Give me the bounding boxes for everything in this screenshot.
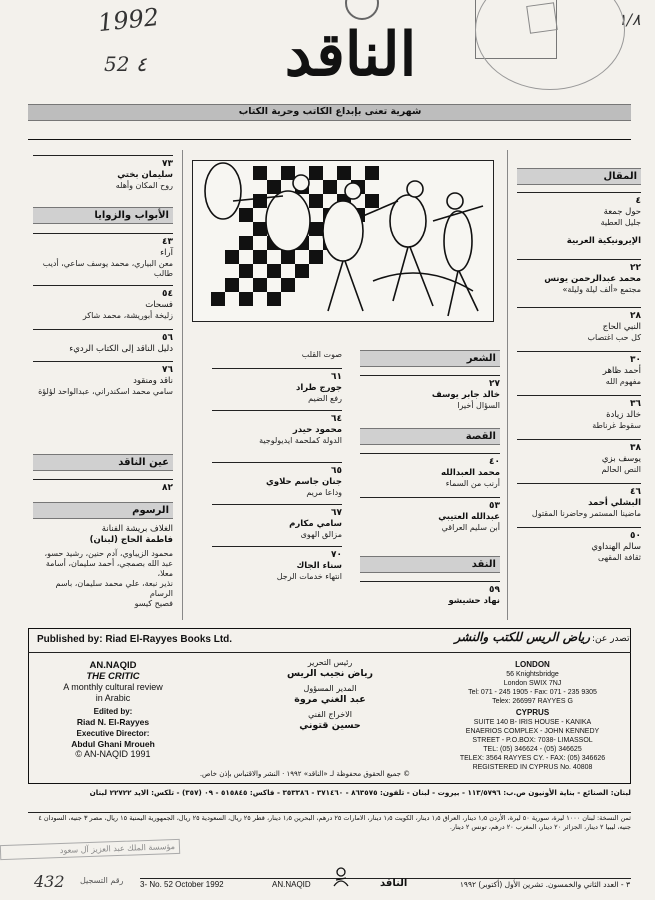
toc-num: ٧٦	[162, 365, 173, 375]
pub-line: TEL: (05) 346624 - (05) 346625	[483, 746, 582, 753]
toc-num: ٥٣	[489, 501, 500, 511]
toc-num: ٣٦	[630, 399, 641, 409]
credit-line: فصيح كيسو	[134, 599, 173, 608]
toc-sub: الدولة كملحمة ايديولوجية	[259, 436, 342, 445]
library-stamp-bottom: مؤسسة الملك عبد العزيز آل سعود	[0, 839, 180, 860]
toc-title: جنان جاسم حلاوي	[266, 477, 342, 487]
toc-title: سامي مكارم	[289, 519, 342, 529]
pub-line: THE CRITIC	[86, 671, 140, 682]
toc-num: ٢٢	[630, 263, 641, 273]
credit-line: محمود الزيباوي، آدم حنين، رشيد حسو،	[44, 549, 173, 558]
toc-title: فسحات	[145, 300, 173, 310]
section-header-articles: المقال	[517, 168, 641, 185]
credit-line: عبد الله بصمجي، أحمد سليمان، أسامة معلا،	[45, 559, 173, 578]
toc-sub: أبن سليم العراقي	[441, 523, 500, 532]
pub-line: رياض نجيب الريس	[286, 668, 374, 679]
price-list: ثمن النسخة: لبنان ١٠٠٠ ليرة، سورية ٥٠ ليرة، الأردن ١٫٥ دينار، العراق ١٫٥ دينار، الكويت ١٫٥ دينار، الامارات ٢٥ درهم، البحرين ١٫٥ دينار، قطر ٢٥ ريال، السعودية ٢٥ ريال، الجمهورية اليمنية ١٥ ريال، مصر ٣ جنيه، السودان ٤ جنيه، ليبيا ٢ دينار، الجزائر ٢٠ دينار، المغرب ٢٠ درهم، تونس ٢ دينار.	[38, 814, 631, 831]
section-header-poetry: الشعر	[360, 350, 500, 367]
toc-title: الإيرونيكية العربية	[566, 236, 641, 246]
masthead-logo-circle	[345, 0, 379, 20]
toc-title: نهاد حشيشو	[448, 596, 500, 606]
masthead-title: الناقد	[284, 20, 417, 90]
toc-sub: جليل العطية	[600, 218, 641, 227]
toc-num: ٨٢	[162, 483, 173, 493]
toc-num: ٤٦	[630, 487, 641, 497]
publisher-left-block	[48, 660, 178, 760]
toc-title: أحمد ظاهر	[602, 366, 641, 376]
published-by-ar: تصدر عن:	[592, 634, 630, 644]
handwritten-year: 1992	[96, 2, 161, 38]
toc-title: محمد عبدالرحمن يونس	[544, 274, 641, 284]
criticism-list	[360, 578, 500, 607]
pub-line: London SWIX 7NJ	[503, 680, 562, 687]
col-divider	[182, 150, 183, 620]
pub-line: رئيس التحرير	[307, 658, 353, 667]
toc-title: آراء	[160, 248, 173, 258]
toc-num: ٥٠	[630, 531, 641, 541]
pub-line: CYPRUS	[515, 708, 550, 717]
toc-num: ٣٠	[630, 355, 641, 365]
section-header-story: القصة	[360, 428, 500, 445]
toc-num: ٦٧	[331, 508, 342, 518]
toc-sub: مفهوم الله	[605, 377, 641, 386]
toc-num: ٤٠	[489, 457, 500, 467]
pub-line: LONDON	[515, 660, 550, 669]
pub-line: STREET - P.O.BOX: 7038- LIMASSOL	[472, 737, 593, 744]
toc-num: ٧٠	[331, 550, 342, 560]
story-list	[360, 450, 500, 533]
tagline: شهرية تعنى بإبداع الكاتب وحرية الكتاب	[238, 106, 422, 117]
pub-line: الاخراج الفني	[308, 710, 352, 719]
pub-line: Telex: 266997 RAYYES G	[492, 698, 573, 705]
toc-title: سالم الهنداوي	[591, 542, 641, 552]
pub-line: حسين قتوني	[299, 720, 361, 731]
pub-line: Tel: 071 - 245 1905 - Fax: 071 - 235 9305	[468, 689, 597, 696]
toc-num: ٥٤	[162, 289, 173, 299]
pub-line: TELEX: 3564 RAYYES CY. - FAX: (05) 346626	[459, 755, 606, 762]
pub-line: المدير المسؤول	[303, 684, 357, 693]
toc-sub: كل حب اغتصاب	[587, 333, 641, 342]
toc-title: سناء الجاك	[296, 561, 342, 571]
toc-sub: ماضينا المستمر وحاضرنا المقتول	[531, 509, 641, 518]
toc-sub: السؤال أخيرا	[457, 401, 500, 410]
handwritten-code: 52 ٤	[104, 52, 147, 76]
section-header-critic-eye: عين الناقد	[33, 454, 173, 471]
toc-title: يوسف بزي	[601, 454, 641, 464]
toc-sub: مزالق الهوى	[300, 530, 342, 539]
toc-sub: وداعا مريم	[306, 488, 342, 497]
toc-sub: زليخة أبوريشة، محمد شاكر	[82, 311, 173, 320]
toc-num: ٦٥	[331, 466, 342, 476]
section-header-columns: الأبواب والزوايا	[33, 207, 173, 224]
register-label: رقم التسجيل	[80, 876, 124, 885]
toc-num: ٣٨	[630, 443, 641, 453]
top-rule	[28, 139, 631, 140]
footer-brand-en: AN.NAQID	[272, 880, 311, 889]
pub-line: Abdul Ghani Mroueh	[71, 739, 155, 749]
toc-sub: روح المكان وأهله	[115, 181, 173, 190]
publisher-address-block	[440, 660, 625, 772]
pub-line: A monthly cultural review	[63, 682, 163, 692]
toc-sub: ثقافة المقهى	[597, 553, 641, 562]
pub-line: Riad N. El-Rayyes	[76, 717, 150, 727]
footer-mascot-icon	[330, 866, 352, 888]
toc-num: ٦١	[331, 372, 342, 382]
toc-title: محمد العبدالله	[441, 468, 500, 478]
toc-title: ناقد ومنقود	[133, 376, 173, 386]
col-divider	[507, 150, 508, 620]
pub-line: REGISTERED IN CYPRUS No. 40808	[472, 764, 593, 771]
poetry-list	[360, 372, 500, 411]
pub-line: Edited by:	[93, 707, 133, 716]
columns-list	[33, 230, 173, 397]
toc-title: جورج طراد	[295, 383, 342, 393]
toc-title: حول جمعة	[603, 207, 641, 217]
toc-sub: مجتمع «ألف ليلة وليلة»	[562, 285, 641, 294]
register-number: 432	[34, 872, 65, 891]
chess-figures-drawing	[193, 161, 493, 321]
credit-line: نذير نبعة، علي محمد سليمان، باسم الرسام	[55, 579, 173, 598]
lebanon-address: لبنان: الصنائع - بناية الأونيون ص.ب: ١١٣/٥٧٩٦ - بيروت - لبنان - تلفون: ٨٦٣٥٧٥ - ٣٧١٤٦٠ - ٣٥٣٣٨٦ - فاكس: ٥١٥٨٤٥ - ٠٩ (٣٥٧) - تلكس: الايد ٢٢٧٢٢ لبنان	[89, 788, 631, 797]
toc-num: ٦٤	[331, 414, 342, 424]
reader-figure-icon	[330, 866, 352, 888]
critic-eye-list	[33, 476, 173, 494]
drawings-credits	[33, 524, 173, 609]
credit-line: فاطمة الحاج (لبنان)	[89, 535, 173, 545]
published-by: Published by: Riad El-Rayyes Books Ltd.	[37, 634, 233, 645]
left-column-top	[33, 152, 173, 191]
toc-num: ٤	[635, 196, 641, 206]
price-rule	[28, 812, 631, 813]
toc-sub: معن البياري، محمد يوسف ساعي، أديب طالب	[42, 259, 173, 278]
section-header-drawings: الرسوم	[33, 502, 173, 519]
cover-illustration	[192, 160, 494, 322]
footer-issue-ar: ٣ - العدد الثاني والخمسون. تشرين الأول (أكتوبر) ١٩٩٢	[459, 880, 630, 889]
pub-line: Executive Director:	[76, 729, 150, 738]
footer-issue-en: 3- No. 52 October 1992	[140, 880, 224, 889]
section-header-criticism: النقد	[360, 556, 500, 573]
pub-line: AN.NAQID	[89, 660, 137, 671]
toc-sub: صوت القلب	[301, 350, 342, 359]
publisher-logo: رياض الريس للكتب والنشر	[454, 630, 590, 644]
footer-brand-ar: الناقد	[380, 878, 408, 889]
toc-num: ٤٣	[162, 237, 173, 247]
right-column	[517, 189, 641, 563]
toc-sub: سقوط غرناطة	[592, 421, 641, 430]
toc-title: محمود حيدر	[292, 425, 342, 435]
credit-line: الغلاف بريشة الفنانة	[101, 524, 173, 534]
toc-num: ٢٨	[630, 311, 641, 321]
pub-line: 56 Knightsbridge	[506, 671, 559, 678]
toc-num: ٢٧	[489, 379, 500, 389]
toc-title: دليل الناقد إلى الكتاب الرديء	[69, 344, 173, 354]
toc-sub: رفع الضيم	[308, 394, 342, 403]
pub-line: عبد الغني مروة	[294, 694, 366, 705]
toc-num: ٥٦	[162, 333, 173, 343]
publisher-center-block	[270, 658, 390, 732]
toc-title: البشلي أحمد	[588, 498, 641, 508]
pub-line: SUITE 140 B- IRIS HOUSE - KANIKA	[473, 719, 592, 726]
handwritten-corner: ١/٨	[618, 10, 641, 29]
publisher-rule	[28, 652, 631, 653]
toc-title: خالد جابر يوسف	[431, 390, 500, 400]
toc-sub: أرنب من السماء	[445, 479, 500, 488]
rights-line: © جميع الحقوق محفوظة لـ «الناقد» ١٩٩٢ · النشر والاقتباس بإذن خاص.	[199, 770, 411, 778]
toc-num: ٥٩	[489, 585, 500, 595]
toc-title: سليمان بختي	[117, 170, 173, 180]
toc-title: خالد زيادة	[606, 410, 641, 420]
pub-line: in Arabic	[95, 693, 131, 703]
toc-title: النبي الحاج	[602, 322, 641, 332]
toc-sub: النص الحالم	[601, 465, 641, 474]
toc-title: عبدالله العتيبي	[438, 512, 500, 522]
toc-sub: انتهاء خدمات الرجل	[276, 572, 342, 581]
pub-line: © AN-NAQID 1991	[75, 749, 151, 759]
stamp-inner	[526, 2, 558, 34]
toc-num: ٧٣	[162, 159, 173, 169]
mid-left-column	[212, 350, 342, 582]
toc-sub: سامي محمد اسكندراني، عبدالواحد لؤلؤة	[38, 387, 173, 396]
pub-line: ENAERIOS COMPLEX - JOHN KENNEDY	[465, 728, 600, 735]
